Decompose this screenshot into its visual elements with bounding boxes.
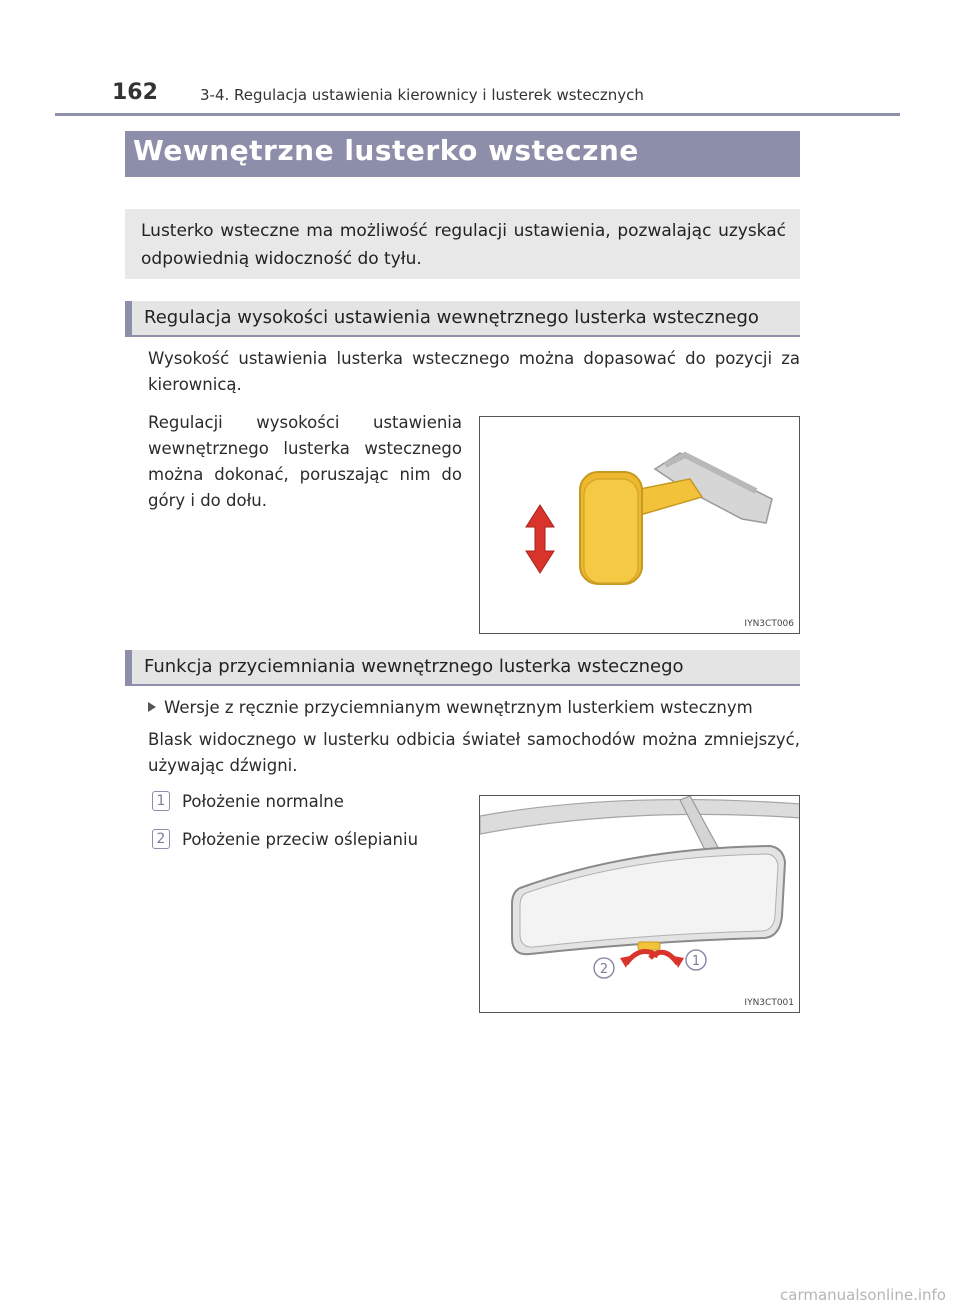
watermark: carmanualsonline.info [780,1286,946,1304]
mirror-dimming-illustration [480,796,800,1013]
figure-mirror-height [479,416,800,634]
section-title: Wewnętrzne lusterko wsteczne [125,131,800,177]
page-number: 162 [112,80,158,105]
triangle-bullet-icon [148,702,156,712]
subheading-height-adjustment: Regulacja wysokości ustawienia wewnętrznego lusterka wstecznego [125,301,800,337]
height-paragraph-1: Wysokość ustawienia lusterka wstecznego można dopasować do pozycji za kierownicą. [148,349,800,394]
variant-line: Wersje z ręcznie przyciemnianym wewnętrznym lusterkiem wstecznym [148,695,800,721]
height-paragraph-2: Regulacji wysokości ustawienia wewnętrznego lusterka wstecznego można dokonać, poruszając nim do góry i do dołu. [148,413,462,510]
intro-box: Lusterko wsteczne ma możliwość regulacji ustawienia, pozwalając uzyskać odpowiednią widoczność do tyłu. [125,209,800,279]
figure-label-1: 1 [691,954,701,969]
figure-code: IYN3CT001 [744,998,794,1008]
number-badge: 1 [152,791,170,811]
mirror-height-illustration [480,417,800,634]
running-header: 3-4. Regulacja ustawienia kierownicy i lusterek wstecznych [200,86,644,104]
figure-mirror-dimming [479,795,800,1013]
number-badge: 2 [152,829,170,849]
header-rule [55,113,900,116]
figure-code: IYN3CT006 [744,619,794,629]
list-item [152,791,344,811]
item-label: Położenie przeciw oślepianiu [182,829,419,849]
subheading-dimming: Funkcja przyciemniania wewnętrznego lusterka wstecznego [125,650,800,686]
figure-label-2: 2 [599,962,609,977]
item-label: Położenie normalne [182,791,344,811]
list-item [152,829,418,849]
dimming-paragraph: Blask widocznego w lusterku odbicia świateł samochodów można zmniejszyć, używając dźwigni. [148,730,800,775]
